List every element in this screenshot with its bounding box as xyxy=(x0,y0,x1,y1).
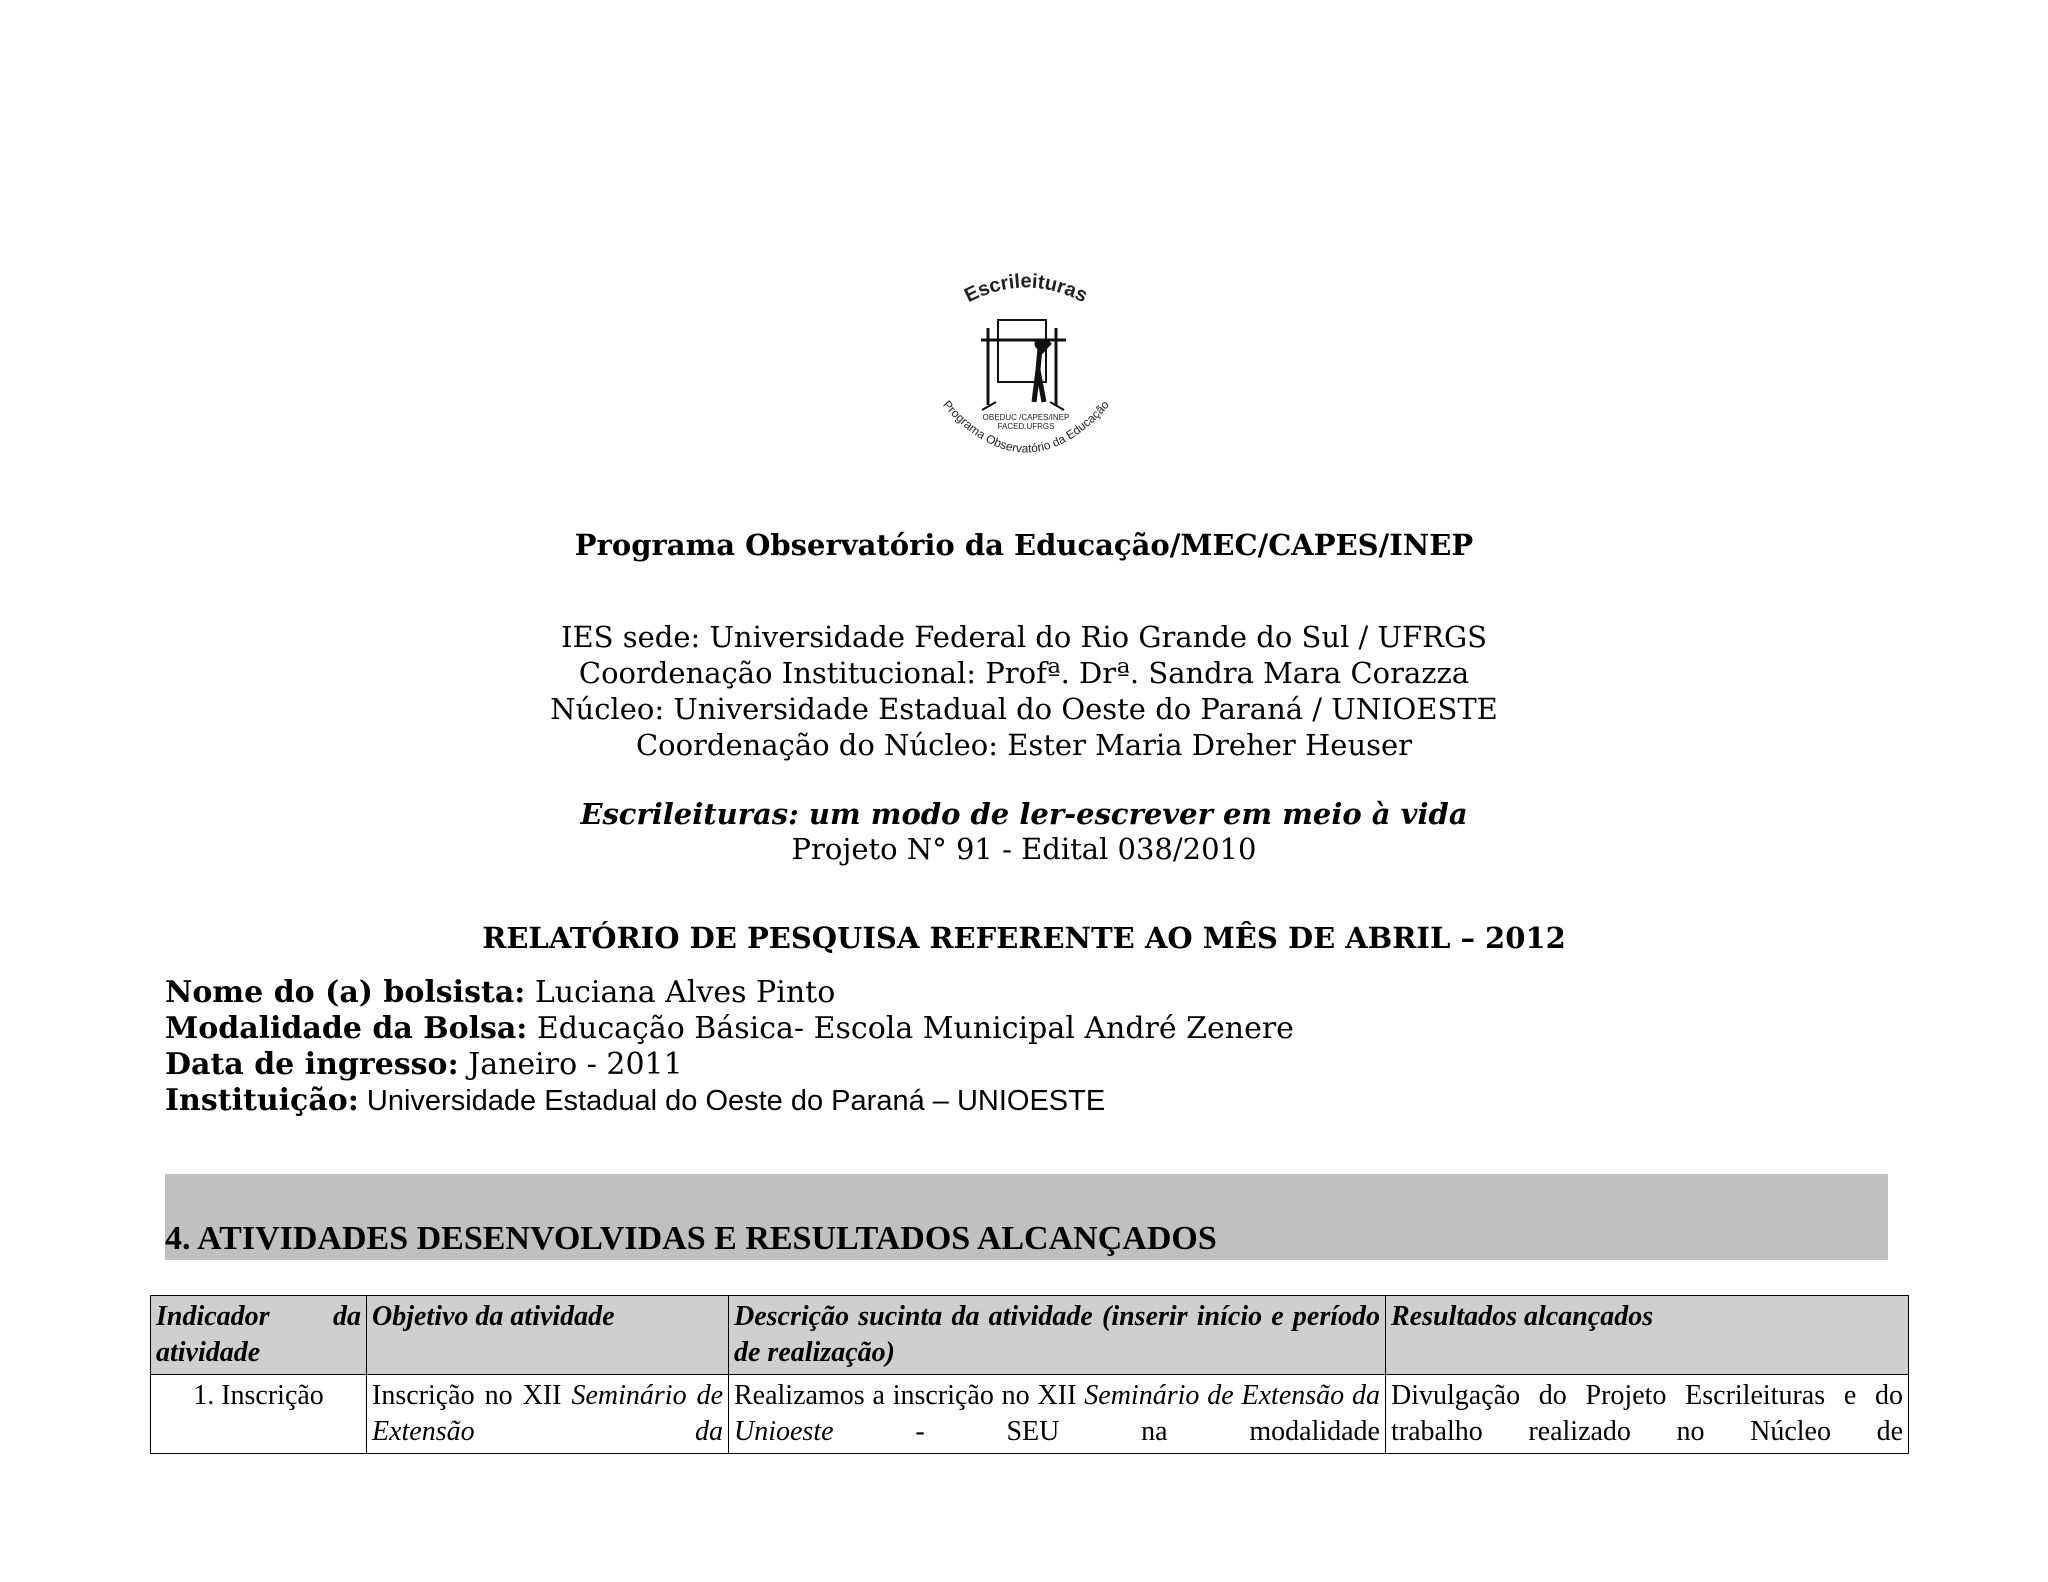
project-number: Projeto N° 91 - Edital 038/2010 xyxy=(791,832,1257,866)
scholar-label: Nome do (a) bolsista: xyxy=(165,975,526,1010)
cell-objective xyxy=(367,1375,729,1454)
modality-value: Educação Básica- Escola Municipal André Zenere xyxy=(527,1011,1294,1046)
description-text: Realizamos a inscrição no XII xyxy=(734,1380,1085,1411)
objective-text: Inscrição no XII xyxy=(372,1380,572,1411)
modality-label: Modalidade da Bolsa: xyxy=(165,1011,528,1046)
objective-italic: Seminário de Extensão da xyxy=(372,1380,723,1447)
logo-inner-text-1: OBEDUC /CAPES/INEP xyxy=(982,413,1070,422)
logo-top-text: Escrileituras xyxy=(961,270,1091,308)
cell-description xyxy=(729,1375,1386,1454)
program-title: Programa Observatório da Educação/MEC/CAPES/INEP xyxy=(574,528,1474,562)
project-title: Escrileituras: um modo de ler-escrever em meio à vida xyxy=(580,797,1468,831)
cell-results: Divulgação do Projeto Escrileituras e do trabalho realizado no Núcleo de xyxy=(1386,1375,1909,1454)
coordination-line: Coordenação Institucional: Profª. Drª. Sandra Mara Corazza xyxy=(578,656,1470,690)
entry-date-label: Data de ingresso: xyxy=(165,1047,459,1082)
institution-value: Universidade Estadual do Oeste do Paraná – UNIOESTE xyxy=(358,1085,1106,1117)
logo-inner-text-2: FACED.UFRGS xyxy=(997,422,1055,431)
scholar-value: Luciana Alves Pinto xyxy=(525,975,836,1010)
activities-table xyxy=(150,1295,1909,1454)
logo-figure-icon xyxy=(981,320,1066,410)
description-text-end: - SEU na modalidade xyxy=(833,1416,1380,1447)
table-header-row xyxy=(151,1296,1909,1375)
institution-line xyxy=(165,1083,1105,1118)
header-objective: Objetivo da atividade xyxy=(367,1296,729,1375)
nucleus-line: Núcleo: Universidade Estadual do Oeste do Paraná / UNIOESTE xyxy=(550,692,1498,726)
escrileituras-logo xyxy=(926,270,1126,475)
description-italic: Seminário de Extensão da Unioeste xyxy=(734,1380,1380,1447)
header-results: Resultados alcançados xyxy=(1386,1296,1909,1375)
nucleus-coordination-line: Coordenação do Núcleo: Ester Maria Dreher Heuser xyxy=(635,728,1413,762)
modality-line xyxy=(165,1011,1294,1046)
scholar-line xyxy=(165,975,835,1010)
report-title: RELATÓRIO DE PESQUISA REFERENTE AO MÊS DE ABRIL – 2012 xyxy=(482,921,1566,955)
ies-line: IES sede: Universidade Federal do Rio Grande do Sul / UFRGS xyxy=(561,620,1487,654)
header-description: Descrição sucinta da atividade (inserir início e período de realização) xyxy=(729,1296,1386,1375)
header-indicator: Indicador da atividade xyxy=(151,1296,367,1375)
entry-date-line xyxy=(165,1047,683,1082)
section-title: 4. ATIVIDADES DESENVOLVIDAS E RESULTADOS ALCANÇADOS xyxy=(165,1220,1217,1257)
table-row xyxy=(151,1375,1909,1454)
cell-indicator: 1. Inscrição xyxy=(151,1375,367,1454)
institution-label: Instituição: xyxy=(165,1083,359,1118)
entry-date-value: Janeiro - 2011 xyxy=(458,1047,683,1082)
logo-bottom-text: Programa Observatório da Educação xyxy=(940,397,1112,456)
